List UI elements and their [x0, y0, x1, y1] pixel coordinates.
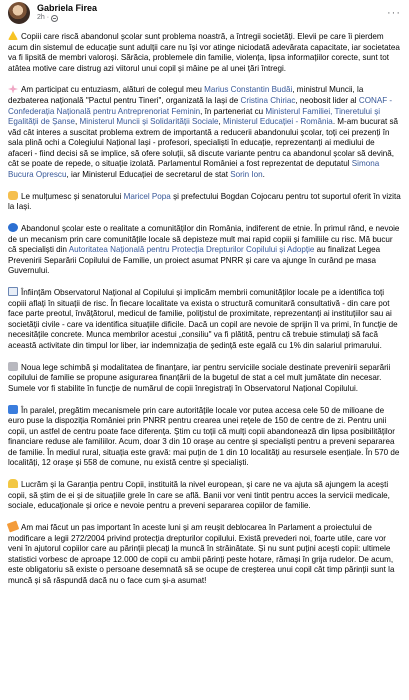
sparkle-icon: [8, 84, 18, 93]
post-time[interactable]: 2h: [37, 14, 45, 21]
post-paragraph: [8, 405, 401, 469]
post-paragraph: [8, 191, 401, 213]
paragraph-text: , neobosit lider al: [295, 96, 359, 106]
post-body: [8, 31, 401, 586]
mention-link[interactable]: Ministerul Muncii și Solidarității Sociale: [79, 117, 219, 127]
post-paragraph: [8, 287, 401, 351]
paragraph-text: Abandonul școlar este o realitate a comunităților din România, indiferent de etnie. În primul rând, e nevoie de un mecanism prin care comunitățile locale să depisteze mult mai rapid copiii și familiile cu risc. Mă bucur că specialiști din: [8, 224, 400, 255]
paragraph-text: Noua lege schimbă și modalitatea de finanțare, iar pentru serviciile sociale destinate prevenirii separării copilului de familie se propune asigurarea finanțării de la bugetul de stat a cel mult jumătate din necesar. Sumele vor fi stabilite în funcție de numărul de copii înregistrați în Observatorul Național Copilului.: [8, 362, 391, 393]
handshake-icon: [8, 191, 18, 200]
mention-link[interactable]: Simona Bucura Oprescu: [8, 159, 380, 179]
paragraph-text: ,: [75, 117, 80, 127]
more-options-icon[interactable]: ···: [387, 7, 401, 19]
pray-icon: [8, 479, 18, 488]
mention-link[interactable]: Marius Constantin Budăi: [204, 85, 293, 95]
pin-icon: [8, 223, 18, 232]
post-author-block: [37, 3, 97, 23]
paragraph-text: Copiii care riscă abandonul școlar sunt problema noastră, a întregii societăți. Elevii pe care îi pierdem acum din sistemul de educație sunt adulții care nu își vor atinge niciodată adevărata capacitate, iar societatea va fi lipsită de membri valoroși. Sărăcia, problemele din familie, violența, lipsa informațiilor corecte, sunt tot atâtea motive care distrug azi viitorul unui copil și mâine pe al unei țări întregi.: [8, 32, 400, 73]
globe-icon: [51, 15, 58, 22]
info-icon: [8, 405, 18, 414]
mention-link[interactable]: Autoritatea Națională pentru Protecția Drepturilor Copilului și Adopție: [68, 245, 315, 255]
paragraph-text: , iar Ministerul Educației de secretarul de stat: [66, 169, 231, 179]
paragraph-text: ,: [218, 117, 224, 127]
paragraph-text: Lucrăm și la Garanția pentru Copii, instituită la nivel european, și care ne va ajuta să ajungem la acești copii, să știm de ei și de situațiile grele în care se află. Banii vor veni tintit pentru acces la servicii medicale, sociale, educaționale și orice e nevoie pentru a preveni separarea copiilor de familie.: [8, 480, 390, 511]
mention-link[interactable]: Maricel Popa: [123, 191, 171, 201]
pencil-icon: [7, 521, 19, 533]
mention-link[interactable]: Sorin Ion: [230, 169, 263, 179]
paragraph-text: Le mulțumesc și senatorului: [21, 191, 124, 201]
paragraph-text: , în parteneriat cu: [200, 106, 266, 116]
paragraph-text: .: [262, 169, 265, 179]
mention-link[interactable]: Ministerul Educației - România: [223, 117, 333, 127]
post-paragraph: [8, 522, 401, 586]
post-paragraph: [8, 84, 401, 180]
mention-link[interactable]: CONAF - Confederația Națională pentru Antreprenoriat Feminin: [8, 96, 393, 116]
post-paragraph: [8, 31, 401, 74]
avatar[interactable]: [8, 2, 30, 24]
paragraph-text: au finalizat Legea Prevenirii Separării Copilului de Familie, un proiect asumat PNRR și care va ajunge în curând pe masa Guvernului.: [8, 245, 381, 276]
post-paragraph: [8, 223, 401, 277]
paragraph-text: Înființăm Observatorul Național al Copilului și implicăm membrii comunităților locale pe a identifica toți copiii aflați în situații de risc. În fiecare localitate va exista o structură comunitară consultativă - din care pot face parte preotul, învățătorul, medicul de familie, polițistul de proximitate, reprezentanți ai instituțiilor sau ai societății civile - care va identifica situațiile dificile. Dacă un copil are nevoie de sprijin îl va primi, în funcție de necesitățile concrete. Munca membrilor acestui „consiliu" va fi plătită, pentru că trebuie stimulați să facă această activitate din timpul lor liber, iar indemnizația de ședință este egală cu 1% din salariul primarului.: [8, 288, 398, 350]
paragraph-text: Am mai făcut un pas important în aceste luni și am reușit deblocarea în Parlament a proiectului de modificare a legii 272/2004 privind protecția drepturilor copilului. Există prevederi noi, foarte utile, care vor veni în ajutorul copiilor care au părinții plecați la muncă în străinătate. Și nu sunt puțini acești copii: ultimele statistici vorbesc de aproape 12.000 de copii cu ambii părinți peste hotare, rămași în grija rudelor. De acum, este obligatoriu să existe o persoane desemnată să se ocupe de creșterea unui copil cât timp părinții sunt la muncă și să răspundă dacă nu o face cum și-a asumat!: [8, 523, 395, 585]
paragraph-text: . M-am bucurat să văd cât interes a suscitat problema extrem de importantă a reducerii abandonului școlar, toți cei prezenți în sala plină ochi a Colegiului Național Iași - profesori, specialiști în educație, reprezentanți ai mediului de afaceri - fiind decisi să se implice, să ofere soluții, să discute variante pentru ca abandonul școlar să devină, cât se poate de repede, o situație izolată. Parlamentul României a fost reprezentat de deputatul: [8, 117, 399, 169]
memo-icon: [8, 362, 18, 371]
mention-link[interactable]: Ministerul Familiei, Tineretului și Egalității de Șanse: [8, 106, 381, 127]
paragraph-text: și prefectului Bogdan Cojocaru pentru tot suportul oferit în vizita la Iași.: [8, 191, 401, 212]
author-name[interactable]: Gabriela Firea: [37, 3, 98, 13]
mention-link[interactable]: Cristina Chiriac: [240, 96, 296, 106]
paragraph-text: În paralel, pregătim mecanismele prin care autoritățile locale vor putea accesa cele 50 de milioane de euro puse la dispoziția României prin PNRR pentru crearea unei rețele de 150 de centre de zi. Pentru unii copii, un astfel de centru poate face diferența. Știm cu toții că mulți copii abandonează din lipsa posibilităților financiare reduse ale familiilor. Acum, doar 3 din 10 orașe au centre și specialiști pentru a preveni separarea de familie. În mediul rural, situația este gravă: mai puțin de 1 din 10 localități au resursele esențiale. În 570 de localități, 12 orașe și 558 de comune, nu există centre și specialiști.: [8, 405, 400, 468]
post-paragraph: [8, 479, 401, 512]
post-header: [8, 1, 401, 25]
chart-icon: [8, 287, 18, 296]
paragraph-text: Am participat cu entuziasm, alături de colegul meu: [21, 85, 205, 95]
meta-separator: ·: [46, 14, 50, 21]
warning-icon: [8, 31, 18, 40]
post-meta: [37, 13, 97, 23]
paragraph-text: , ministrul Muncii, la dezbaterea națională "Pactul pentru Tineri", organizată la Iași de: [8, 85, 364, 106]
post-paragraph: [8, 362, 401, 395]
